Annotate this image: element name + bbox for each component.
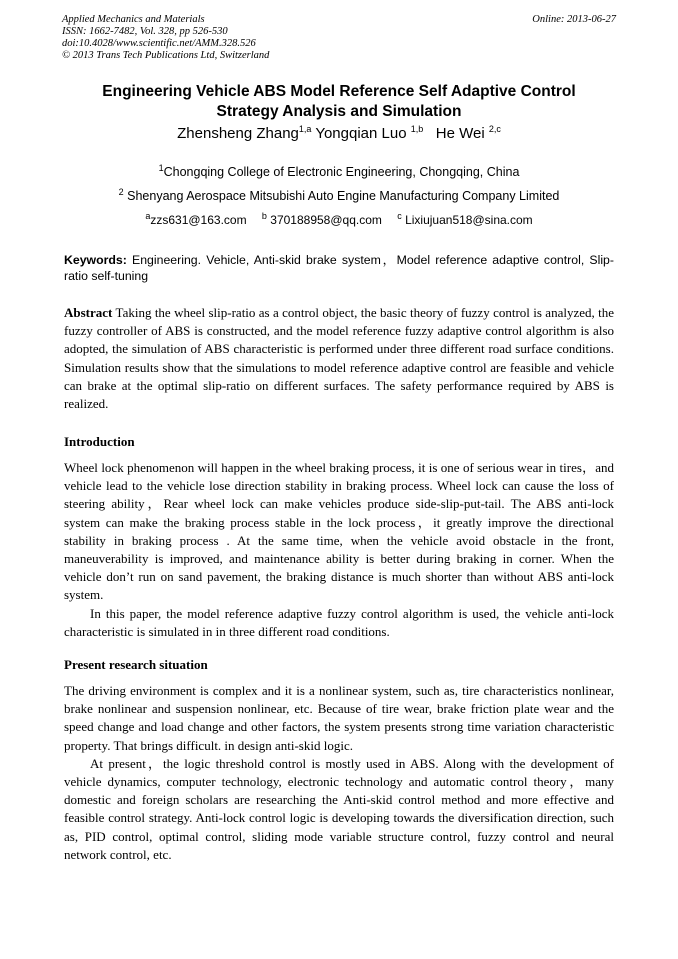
author-sup: 1,b xyxy=(410,124,424,134)
abstract-block xyxy=(64,304,614,413)
journal-name: Applied Mechanics and Materials xyxy=(62,14,205,25)
email-text: zzs631@163.com xyxy=(150,213,247,227)
section-heading-introduction: Introduction xyxy=(64,434,135,449)
introduction-paragraph-2: In this paper, the model reference adaptive fuzzy control algorithm is used, the vehicle anti-lock characteristic is simulated in in three different road conditions. xyxy=(64,605,614,639)
author-name: Yongqian Luo xyxy=(315,125,407,142)
email-c[interactable] xyxy=(397,213,532,227)
author-sup: 2,c xyxy=(488,124,501,134)
affiliation-text: Chongqing College of Electronic Engineering, Chongqing, China xyxy=(163,165,520,179)
email-b[interactable] xyxy=(262,213,382,227)
introduction-body xyxy=(64,459,614,641)
affiliation-sup: 2 xyxy=(118,186,124,197)
email-text: 370188958@qq.com xyxy=(270,213,382,227)
keywords-text: Engineering. Vehicle, Anti-skid brake system，Model reference adaptive control, Slip-ratio self-tuning xyxy=(64,253,614,283)
author-name: Zhensheng Zhang xyxy=(177,125,299,142)
email-a[interactable] xyxy=(145,213,246,227)
email-sup: a xyxy=(145,211,151,221)
title-line-2: Strategy Analysis and Simulation xyxy=(216,103,462,120)
affiliation-sup: 1 xyxy=(158,162,164,173)
affiliation-text: Shenyang Aerospace Mitsubishi Auto Engine Manufacturing Company Limited xyxy=(127,189,560,203)
keywords-block xyxy=(64,252,614,284)
copyright-line: © 2013 Trans Tech Publications Ltd, Switzerland xyxy=(62,50,270,61)
issn-line: ISSN: 1662-7482, Vol. 328, pp 526-530 xyxy=(62,26,228,37)
title-line-1: Engineering Vehicle ABS Model Reference Self Adaptive Control xyxy=(102,83,576,100)
affiliation-2 xyxy=(62,188,616,204)
research-body xyxy=(64,682,614,864)
email-list xyxy=(62,212,616,228)
email-sup: c xyxy=(397,211,402,221)
email-sup: b xyxy=(261,211,267,221)
online-date: Online: 2013-06-27 xyxy=(532,14,616,25)
paper-title xyxy=(62,82,616,122)
abstract-text: Taking the wheel slip-ratio as a control object, the basic theory of fuzzy control is analyzed, the fuzzy controller of ABS is constructed, and the model reference fuzzy adaptive control algorithm is also adopted, the simulation of ABS characteristic is performed under three different road surface conditions. Simulation results show that the simulations to model reference adaptive control are feasible and vehicle can brake at the optimal slip-ratio on different surfaces. The safety performance required by ABS is realized. xyxy=(64,305,614,412)
section-heading-research: Present research situation xyxy=(64,657,208,672)
author-list xyxy=(62,124,616,144)
research-paragraph-1: The driving environment is complex and it is a nonlinear system, such as, tire characteristics nonlinear, brake nonlinear and suspension nonlinear, etc. Because of tire wear, brake friction plate wear and the speed change and load change and other factors, the system presents strong time variation characteristic property. That brings difficult. in design anti-skid logic. xyxy=(64,683,614,753)
research-paragraph-2: At present，the logic threshold control is mostly used in ABS. Along with the development of vehicle dynamics, computer technology, electronic technology and automatic control theory，many domestic and foreign scholars are researching the Anti-skid control method and more effective and feasible control strategy. Anti-lock control logic is developing towards the diversification direction, such as, PID control, optimal control, sliding mode variable structure control, fuzzy control and neural network control, etc. xyxy=(64,755,614,862)
publication-header xyxy=(62,14,269,62)
affiliation-1 xyxy=(62,164,616,180)
doi-line: doi:10.4028/www.scientific.net/AMM.328.526 xyxy=(62,38,256,49)
author-name: He Wei xyxy=(435,125,485,142)
keywords-label: Keywords: xyxy=(64,253,127,267)
abstract-label: Abstract xyxy=(64,305,113,320)
email-text: Lixiujuan518@sina.com xyxy=(405,213,533,227)
introduction-paragraph-1: Wheel lock phenomenon will happen in the wheel braking process, it is one of serious wear in tires，and vehicle lead to the vehicle lose direction stability in braking process. Wheel lock can cause the loss of steering ability，Rear wheel lock can make vehicles produce side-slip-put-tail. The ABS anti-lock system can make the braking process stable in the lock process，it greatly improve the directional stability in braking process . At the same time, when the vehicle avoid obstacle in the front, maneuverability is improved, and maintenance ability is better during braking in corner. When the vehicle don’t run on sand pavement, the braking distance is much shorter than without ABS anti-lock system. xyxy=(64,460,614,603)
author-sup: 1,a xyxy=(298,124,312,134)
